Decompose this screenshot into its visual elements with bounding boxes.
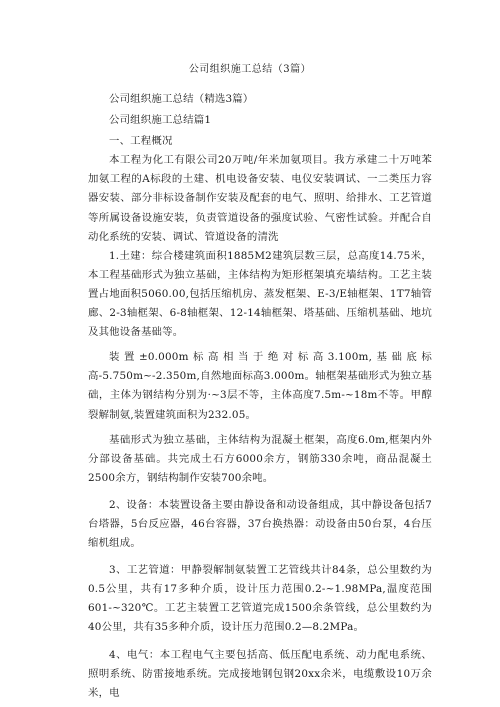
- document-subtitle: 公司组织施工总结（精选3篇）: [109, 93, 254, 105]
- document-title: 公司组织施工总结（3篇）: [188, 64, 312, 75]
- paragraph-foundation: 基础形式为独立基础，主体结构为混凝土框架，高度6.0m,框架内外分部设备基础。共完成土石方6000余方，钢筋330余吨，商品混凝土2500余方，钢结构制作安装700余吨。: [88, 433, 432, 484]
- paragraph-elevation: 装置±0.000m标高相当于绝对标高3.100m,基础底标高-5.750m~-2.350m,自然地面标高3.000m。轴框架基础形式为独立基础，主体为钢结构分别为·~3层不等，主体高度7.5m-~18m不等。甲醇裂解制氨,装置建筑面积为232.05。: [88, 351, 432, 421]
- document-body: [88, 90, 432, 703]
- chapter-heading: 公司组织施工总结篇1: [109, 114, 212, 127]
- paragraph-piping: 3、工艺管道：甲静裂解制氨装置工艺管线共计84条，总公里数约为0.5公里，共有17多种介质，设计压力范围0.2-~1.98MPa,温度范围601-~320℃。工艺主装置工艺管道完成1500余条管线，总公里数约为40公里，共有35多种介质，设计压力范围0.2—8.2MPa。: [88, 564, 432, 634]
- paragraph-equipment: 2、设备：本装置设备主要由静设备和动设备组成，其中静设备包括7台塔器，5台反应器，46台容器，37台换热器：动设备由50台泵，4台压缩机组成。: [88, 498, 432, 550]
- paragraph-overview: 本工程为化工有限公司20万吨/年米加氨项目。我方承建二十万吨苯加氨工程的A标段的土建、机电设备安装、电仪安装调试、一二类压力容器安装、部分非标设备制作安装及配套的电气、照明、给排水、工艺管道等所属设备设施安装，负责管道设备的强度试验、气密性试验。并配合自动化系统的安装、调试、管道设备的清洗: [88, 154, 432, 243]
- paragraph-civil: 1.土建：综合楼建筑面积1885M2建筑层数三层，总高度14.75米，本工程基础形式为独立基础，主体结构为矩形框架填充墙结构。工艺主装置占地面积5060.00,包括压缩机房、蒸发框架、E-3/E轴框架、1T7轴管廊、2-3轴框架、6-8轴框架、12-14轴框架、塔基础、压缩机基础、地坑及其他设备基础等。: [88, 249, 432, 339]
- paragraph-electrical: 4、电气：本工程电气主要包括高、低压配电系统、动力配电系统、照明系统、防雷接地系统。完成接地钢包钢20xx余米，电缆敷设10万余米，电: [88, 648, 432, 699]
- section-heading: 一、工程概况: [109, 135, 173, 148]
